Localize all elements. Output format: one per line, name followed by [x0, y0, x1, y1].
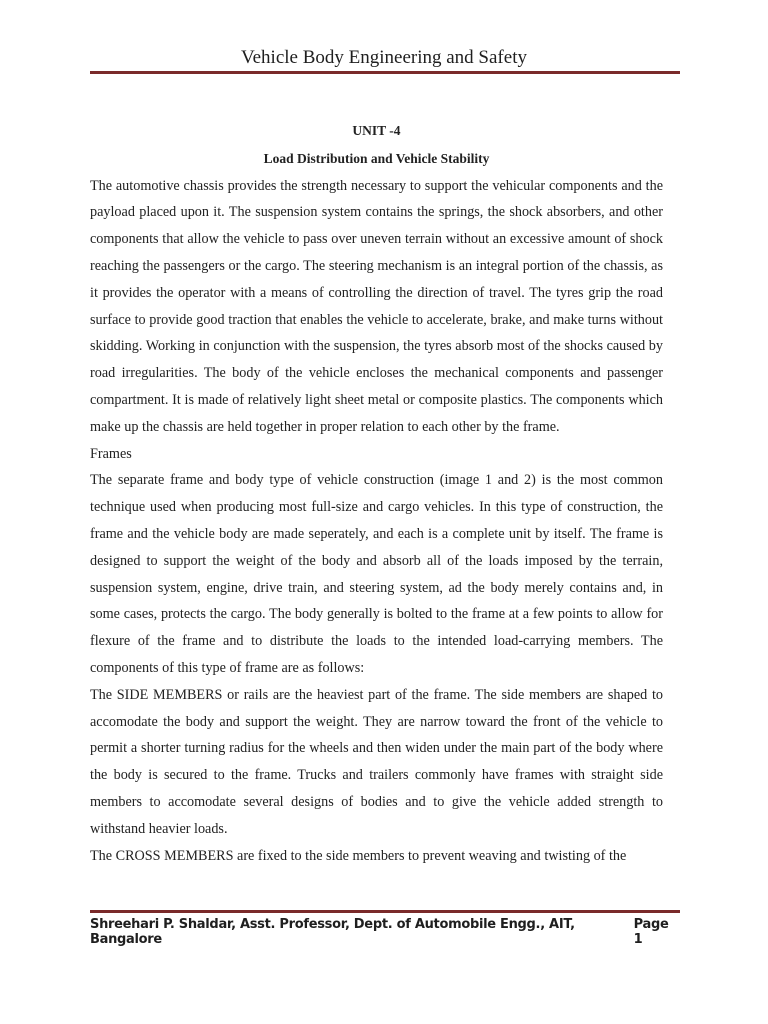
paragraph-cross-members: The CROSS MEMBERS are fixed to the side members to prevent weaving and twisting of the [90, 847, 627, 864]
document-body [90, 118, 663, 869]
footer-author: Shreehari P. Shaldar, Asst. Professor, Dept. of Automobile Engg., AIT, Bangalore [90, 917, 575, 947]
paragraph-frames: The separate frame and body type of vehicle construction (image 1 and 2) is the most common technique used when producing most full-size and cargo vehicles. In this type of construction, the frame and the vehicle body are made seperately, and each is a complete unit by itself. The frame is designed to support the weight of the body and absorb all of the loads imposed by the terrain, suspension system, engine, drive train, and steering system, ad the body merely contains and, in some cases, protects the cargo. The body generally is bolted to the frame at a few points to allow for flexure of the frame and to distribute the loads to the intended load-carrying members. The components of this type of frame are as follows: [90, 472, 663, 676]
page-header-title: Vehicle Body Engineering and Safety [241, 47, 527, 68]
subheading-frames: Frames [90, 445, 132, 462]
header-divider [90, 71, 680, 74]
page-footer [90, 917, 680, 947]
paragraph-intro: The automotive chassis provides the strength necessary to support the vehicular components and the payload placed upon it. The suspension system contains the springs, the shock absorbers, and other components that allow the vehicle to pass over uneven terrain without an excessive amount of shock reaching the passengers or the cargo. The steering mechanism is an integral portion of the chassis, as it provides the operator with a means of controlling the direction of travel. The tyres grip the road surface to provide good traction that enables the vehicle to accelerate, brake, and make turns without skidding. Working in conjunction with the suspension, the tyres absorb most of the shocks caused by road irregularities. The body of the vehicle encloses the mechanical components and passenger compartment. It is made of relatively light sheet metal or composite plastics. The components which make up the chassis are held together in proper relation to each other by the frame. [90, 177, 663, 435]
unit-heading: UNIT -4 [352, 123, 401, 138]
footer-divider [90, 910, 680, 913]
page-number: Page 1 [633, 917, 669, 947]
section-title: Load Distribution and Vehicle Stability [263, 150, 490, 166]
paragraph-side-members: The SIDE MEMBERS or rails are the heaviest part of the frame. The side members are shaped to accomodate the body and support the weight. They are narrow toward the front of the vehicle to permit a shorter turning radius for the wheels and then widen under the main part of the body where the body is secured to the frame. Trucks and trailers commonly have frames with straight side members to accomodate several designs of bodies and to give the vehicle added strength to withstand heavier loads. [90, 686, 663, 837]
